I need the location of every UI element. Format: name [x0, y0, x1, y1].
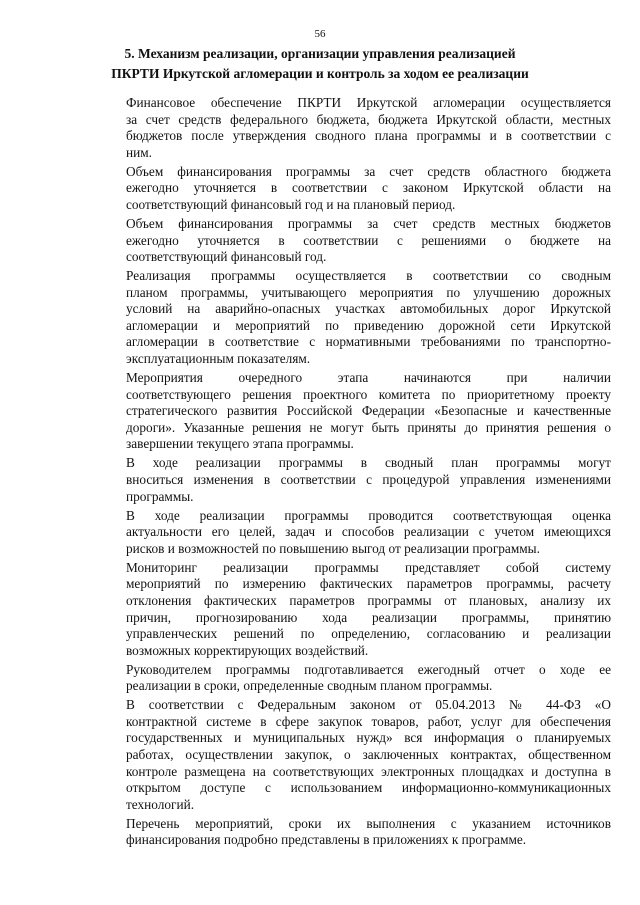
text-line: возможных корректирующих воздействий.	[126, 642, 369, 658]
text-line: завершении текущего этапа программы.	[126, 436, 354, 452]
text-line: условий на аварийно-опасных участках автомобильных дорог Иркутской	[126, 301, 611, 317]
paragraph	[89, 560, 611, 660]
text-line: контроле размещена на соответствующих электронных площадках и доступна в	[126, 763, 611, 779]
text-line: работах, осуществлении закупок, о заключенных контрактах, общественном	[126, 747, 611, 763]
text-line: программы.	[126, 488, 194, 504]
text-line: реализации в сроки, определенные сводным планом программы.	[126, 678, 493, 694]
text-line: дороги». Указанные решения не могут быть приняты до принятия решения о	[126, 419, 611, 435]
text-line: Финансовое обеспечение ПКРТИ Иркутской агломерации осуществляется	[126, 95, 611, 110]
text-line: Перечень мероприятий, сроки их выполнения с указанием источников	[126, 815, 611, 831]
paragraph	[89, 816, 611, 849]
paragraph	[89, 697, 611, 813]
text-line: Руководителем программы подготавливается ежегодный отчет о ходе ее	[126, 661, 611, 677]
text-line: Мониторинг реализации программы представляет собой систему	[126, 559, 611, 575]
text-line: ежегодно уточняется в соответствии с законом Иркутской области на	[126, 180, 611, 196]
text-line: актуальности его целей, задач и способов реализации с учетом имеющихся	[126, 524, 611, 540]
paragraph	[89, 268, 611, 368]
text-line: агломерации в соответствие с нормативными требованиями по транспортно-	[126, 334, 611, 350]
text-line: В ходе реализации программы проводится соответствующая оценка	[126, 507, 611, 523]
paragraph	[89, 455, 611, 505]
text-line: агломерации и мероприятий по приведению дорожной сети Иркутской	[126, 317, 611, 333]
text-line: эксплуатационным показателям.	[126, 351, 311, 367]
text-line: ежегодно уточняется в соответствии с решениями о бюджете на	[126, 232, 611, 248]
text-line: стратегического развития Российской Федерации «Безопасные и качественные	[126, 403, 611, 419]
paragraph	[89, 370, 611, 453]
paragraph	[89, 662, 611, 695]
section-heading-line-1: 5. Механизм реализации, организации управления реализацией	[124, 46, 516, 61]
text-line: отклонения фактических параметров программы от плановых, анализу их	[126, 592, 611, 608]
paragraph	[89, 95, 611, 161]
text-line: управленческих решений по определению, согласованию и реализации	[126, 626, 611, 642]
text-line: В соответствии с Федеральным законом от 05.04.2013 № 44-ФЗ «О	[126, 697, 611, 713]
section-heading-line-2: ПКРТИ Иркутской агломерации и контроль за ходом ее реализации	[111, 66, 529, 81]
text-line: Объем финансирования программы за счет средств областного бюджета	[126, 163, 611, 179]
paragraph	[89, 508, 611, 558]
text-line: контрактной системе в сфере закупок товаров, работ, услуг для обеспечения	[126, 713, 611, 729]
text-line: технологий.	[126, 796, 195, 812]
text-line: за счет средств федерального бюджета, бюджета Иркутской области, местных	[126, 111, 611, 127]
paragraph	[89, 164, 611, 214]
text-line: Мероприятия очередного этапа начинаются при наличии	[126, 370, 611, 386]
text-line: соответствующий финансовый год и на плановый период.	[126, 196, 456, 212]
text-line: причин, прогнозированию хода реализации программы, принятию	[126, 609, 611, 625]
text-line: ним.	[126, 144, 152, 160]
text-line: государственных и муниципальных нужд» вся информация о планируемых	[126, 730, 611, 746]
text-line: Объем финансирования программы за счет средств местных бюджетов	[126, 215, 611, 231]
text-line: соответствующий финансовый год.	[126, 249, 327, 265]
section-heading	[95, 44, 545, 84]
text-line: бюджетов после утверждения сводного плана программы и в соответствии с	[126, 128, 611, 144]
body-text	[89, 95, 611, 851]
paragraph	[89, 216, 611, 266]
text-line: открытом доступе с использованием информационно-коммуникационных	[126, 780, 611, 796]
text-line: вноситься изменения в соответствии с процедурой управления изменениями	[126, 472, 611, 488]
text-line: соответствующего решения проектного комитета по приоритетному проекту	[126, 386, 611, 402]
text-line: финансирования подробно представлены в приложениях к программе.	[126, 832, 527, 848]
page-number: 56	[314, 28, 326, 40]
text-line: мероприятий по измерению фактических параметров программы, расчету	[126, 576, 611, 592]
text-line: рисков и возможностей по повышению выгод от реализации программы.	[126, 540, 540, 556]
text-line: Реализация программы осуществляется в соответствии со сводным	[126, 268, 611, 284]
text-line: В ходе реализации программы в сводный план программы могут	[126, 455, 611, 471]
text-line: планом программы, учитывающего мероприятия по улучшению дорожных	[126, 284, 611, 300]
